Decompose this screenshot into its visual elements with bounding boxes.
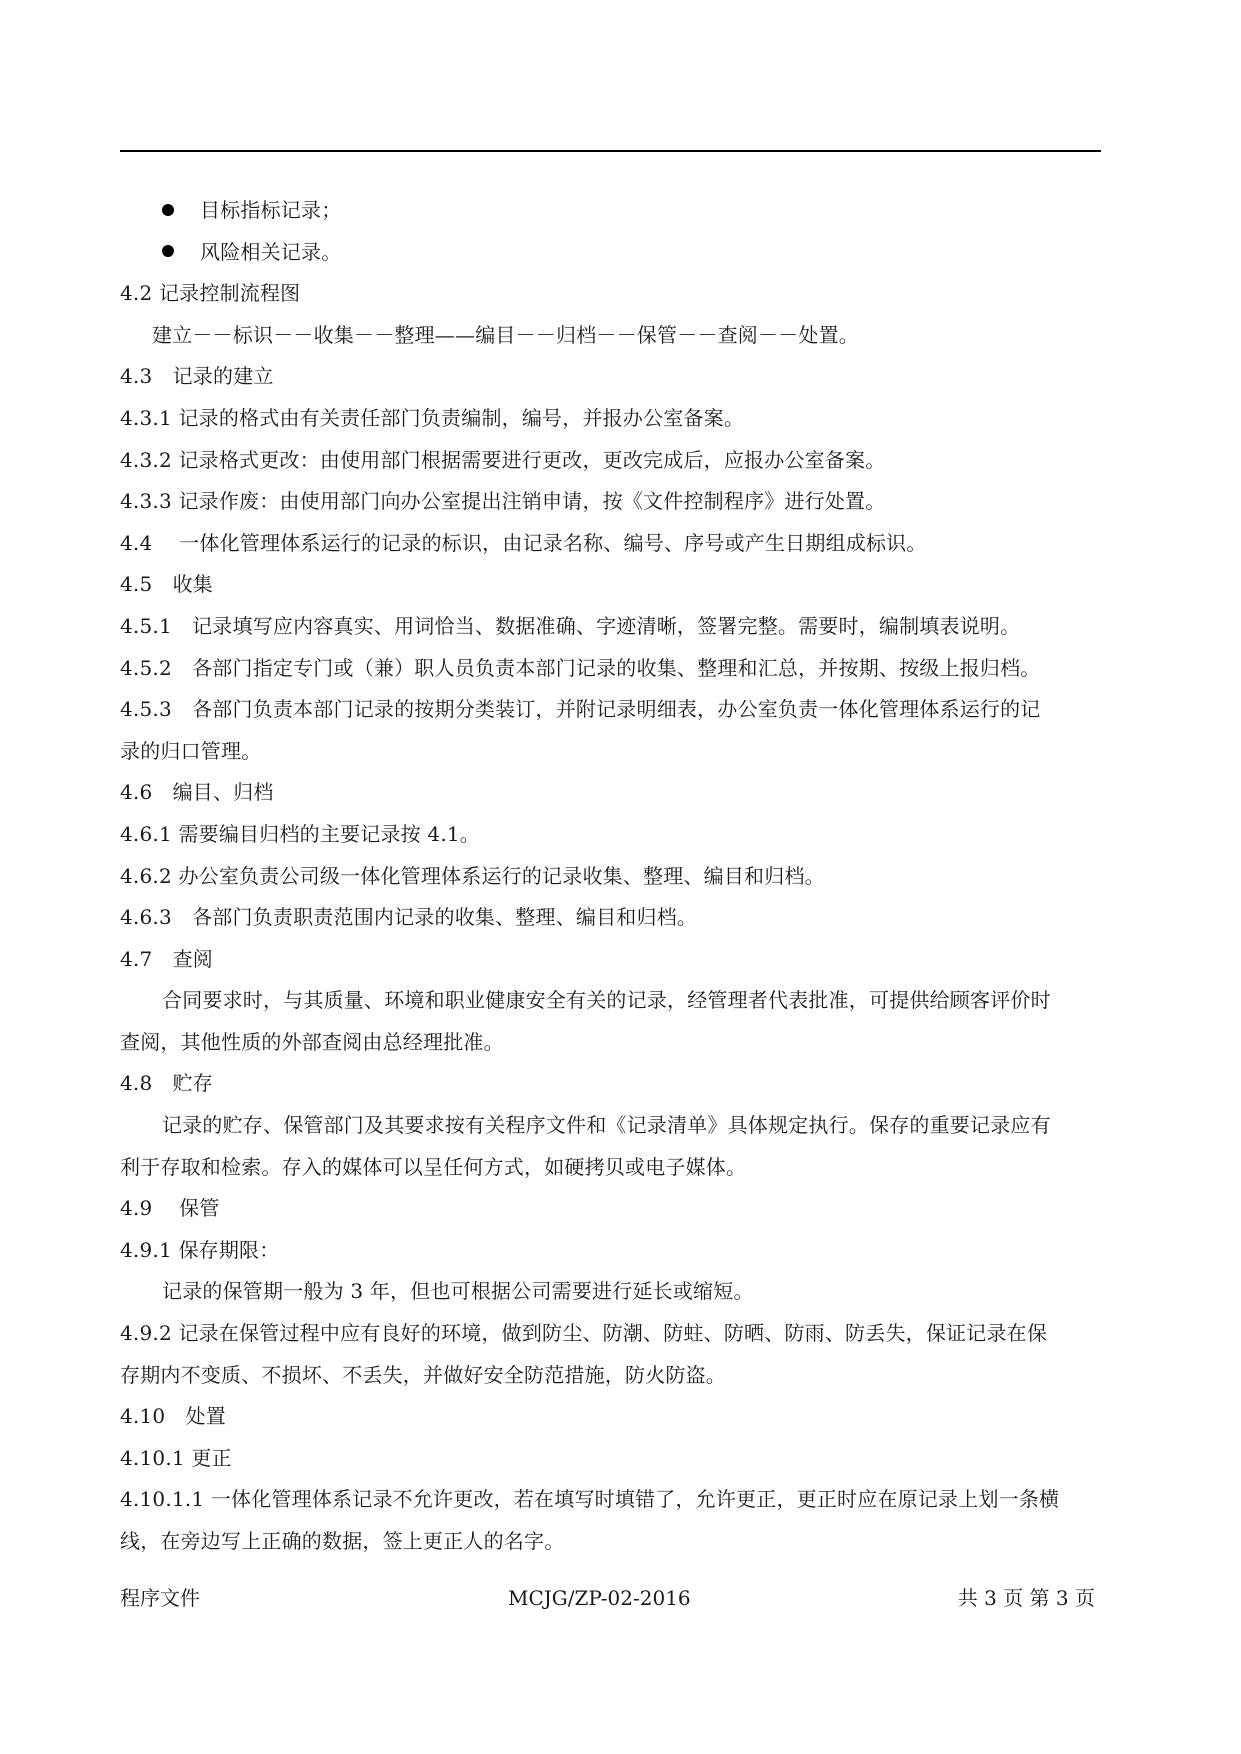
paragraph-line: 利于存取和检索。存入的媒体可以呈任何方式，如硬拷贝或电子媒体。 <box>120 1154 747 1179</box>
bullet-item <box>120 190 1130 232</box>
bullet-item <box>120 232 1130 274</box>
section-heading: 4.8 贮存 <box>120 1071 214 1096</box>
section-heading: 4.9 保管 <box>120 1196 220 1221</box>
paragraph-line: 4.3.3 记录作废：由使用部门向办公室提出注销申请，按《文件控制程序》进行处置。 <box>120 489 886 514</box>
paragraph-line: 4.10.1.1 一体化管理体系记录不允许更改，若在填写时填错了，允许更正，更正时应在原记录上划一条横 <box>120 1487 1060 1512</box>
paragraph-line: 4.10.1 更正 <box>120 1445 232 1470</box>
footer-doc-code: MCJG/ZP-02-2016 <box>508 1586 691 1610</box>
paragraph-line: 线，在旁边写上正确的数据，签上更正人的名字。 <box>120 1529 565 1553</box>
paragraph-line: 4.3.1 记录的格式由有关责任部门负责编制，编号，并报办公室备案。 <box>120 405 745 430</box>
paragraph-line: 4.9.1 保存期限： <box>120 1237 280 1262</box>
paragraph-line: 4.6.1 需要编目归档的主要记录按 4.1。 <box>120 821 481 846</box>
paragraph-line: 4.6.2 办公室负责公司级一体化管理体系运行的记录收集、整理、编目和归档。 <box>120 863 825 888</box>
paragraph-line: 4.6.3 各部门负责职责范围内记录的收集、整理、编目和归档。 <box>120 905 698 930</box>
section-heading: 4.3 记录的建立 <box>120 364 274 389</box>
paragraph-line: 4.5.2 各部门指定专门或（兼）职人员负责本部门记录的收集、整理和汇总，并按期、按级上报归档。 <box>120 655 1041 680</box>
paragraph-line: 4.9.2 记录在保管过程中应有良好的环境，做到防尘、防潮、防蛀、防晒、防雨、防丢失，保证记录在保 <box>120 1321 1048 1346</box>
section-heading: 4.10 处置 <box>120 1404 226 1429</box>
paragraph-line: 记录的贮存、保管部门及其要求按有关程序文件和《记录清单》具体规定执行。保存的重要记录应有 <box>162 1113 1051 1138</box>
header-rule <box>120 150 1101 152</box>
document-body <box>120 190 1130 1563</box>
paragraph-line: 查阅，其他性质的外部查阅由总经理批准。 <box>120 1029 504 1054</box>
bullet-text: 目标指标记录； <box>200 198 342 222</box>
section-heading: 4.7 查阅 <box>120 946 214 971</box>
paragraph-line: 4.3.2 记录格式更改：由使用部门根据需要进行更改，更改完成后，应报办公室备案。 <box>120 447 886 472</box>
footer-doc-type: 程序文件 <box>120 1586 200 1610</box>
bullet-text: 风险相关记录。 <box>200 239 342 264</box>
paragraph-line: 4.4 一体化管理体系运行的记录的标识，由记录名称、编号、序号或产生日期组成标识。 <box>120 530 927 555</box>
paragraph-line: 存期内不变质、不损坏、不丢失，并做好安全防范措施，防火防盗。 <box>120 1362 726 1387</box>
bullet-dot-icon <box>162 204 174 216</box>
page-footer <box>120 1578 1095 1618</box>
paragraph-line: 合同要求时，与其质量、环境和职业健康安全有关的记录，经管理者代表批准，可提供给顾客评价时 <box>162 988 1051 1013</box>
bullet-dot-icon <box>162 245 174 257</box>
section-heading: 4.6 编目、归档 <box>120 780 274 805</box>
paragraph-line: 4.5.1 记录填写应内容真实、用词恰当、数据准确、字迹清晰，签署完整。需要时，编制填表说明。 <box>120 613 1021 638</box>
footer-page-number: 共 3 页 第 3 页 <box>957 1586 1095 1610</box>
paragraph-line: 建立－－标识－－收集－－整理——编目－－归档－－保管－－查阅－－处置。 <box>152 322 859 347</box>
paragraph-line: 4.5.3 各部门负责本部门记录的按期分类装订，并附记录明细表，办公室负责一体化管理体系运行的记 <box>120 697 1041 722</box>
paragraph-line: 录的归口管理。 <box>120 738 262 763</box>
section-heading: 4.2 记录控制流程图 <box>120 281 301 306</box>
section-heading: 4.5 收集 <box>120 572 214 597</box>
paragraph-line: 记录的保管期一般为 3 年，但也可根据公司需要进行延长或缩短。 <box>162 1279 754 1304</box>
